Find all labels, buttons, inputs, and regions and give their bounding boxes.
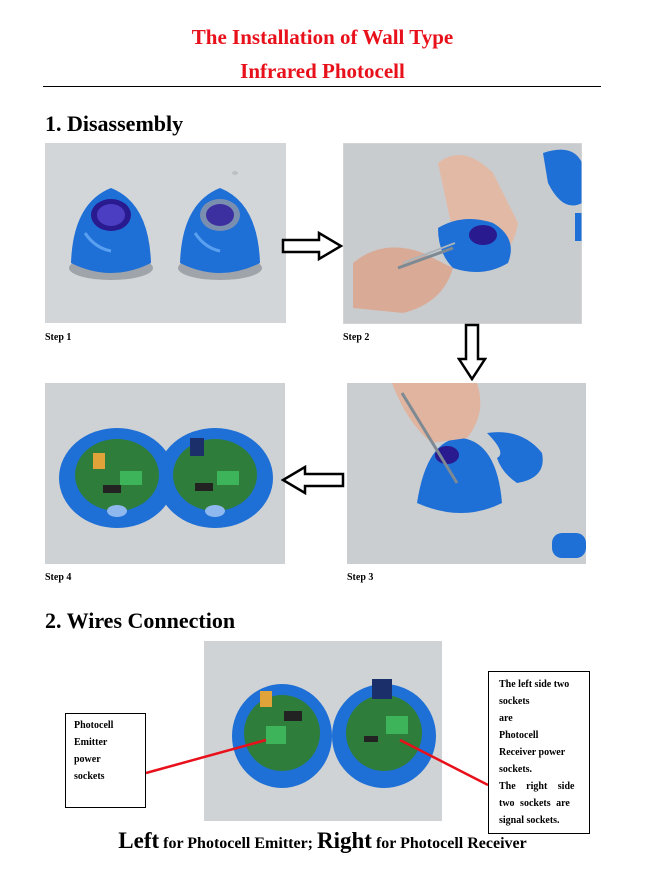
receiver-note-line: The left side two: [499, 679, 570, 690]
emitter-note-line: Emitter: [74, 737, 108, 748]
receiver-note: [488, 671, 590, 834]
receiver-note-line: The right side: [499, 781, 575, 792]
section-heading-wires: 2. Wires Connection: [45, 608, 236, 633]
step2-caption: Step 2: [343, 332, 370, 343]
page-title: The Installation of Wall Type: [191, 25, 454, 49]
receiver-note-line: Receiver power: [499, 747, 566, 758]
step1-caption: Step 1: [45, 332, 72, 343]
receiver-note-line: sockets are: [499, 696, 530, 724]
emitter-pointer: [146, 740, 266, 773]
receiver-note-line: two sockets are: [499, 798, 570, 809]
section-heading-disassembly: 1. Disassembly: [45, 111, 184, 136]
footer-left-word: Left: [118, 828, 160, 853]
receiver-pointer: [400, 740, 488, 785]
receiver-note-line: sockets.: [499, 764, 533, 775]
footer-caption: [0, 828, 645, 854]
receiver-note-line: signal sockets.: [499, 815, 560, 826]
page-subtitle: Infrared Photocell: [240, 59, 405, 83]
emitter-note-line: Photocell: [74, 720, 114, 731]
step4-caption: Step 4: [45, 572, 72, 583]
receiver-note-line: Photocell: [499, 730, 539, 741]
footer-left-text: for Photocell Emitter;: [163, 835, 314, 852]
emitter-note-line: sockets: [74, 771, 105, 782]
step3-caption: Step 3: [347, 572, 374, 583]
footer-right-word: Right: [317, 828, 372, 853]
footer-right-text: for Photocell Receiver: [375, 835, 527, 852]
emitter-note: [65, 713, 146, 808]
emitter-note-line: power: [74, 754, 101, 765]
